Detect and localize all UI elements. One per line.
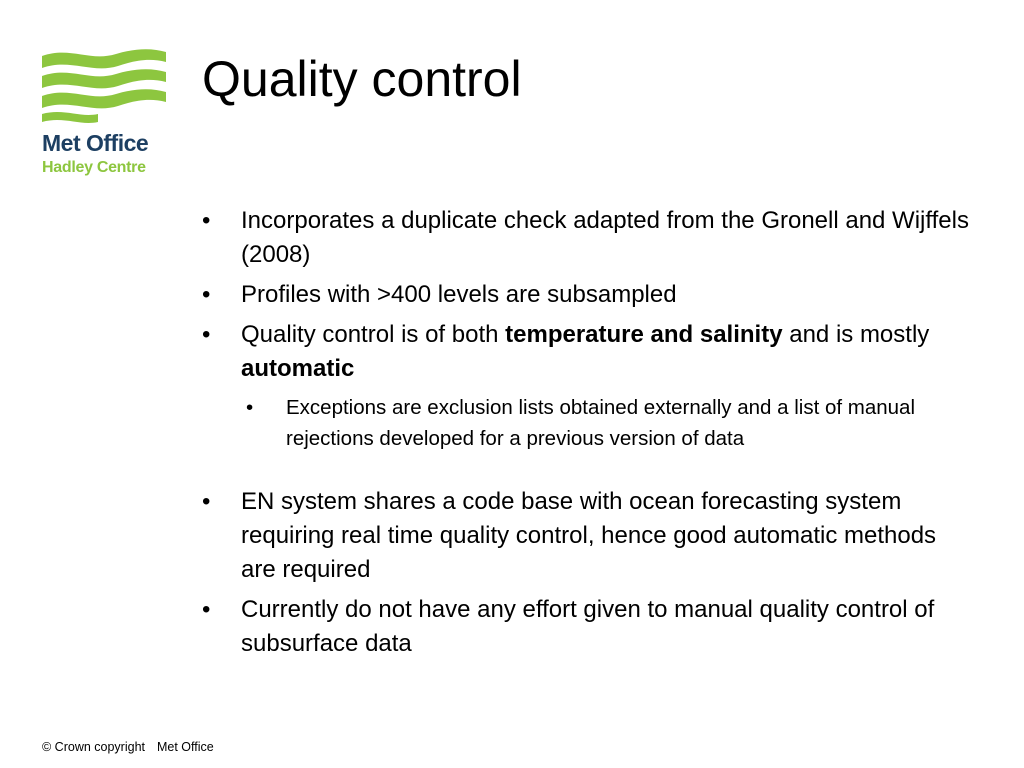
footer	[42, 740, 214, 754]
logo-subtitle: Hadley Centre	[42, 159, 146, 176]
footer-org: Met Office	[157, 740, 214, 754]
footer-copyright: © Crown copyright	[42, 740, 145, 754]
waves-icon	[40, 46, 168, 126]
bullet-text: Currently do not have any effort given to manual quality control of subsurface data	[241, 596, 935, 657]
bullet-text-bold: temperature and salinity	[505, 321, 783, 348]
bullet-item	[200, 278, 970, 312]
bullet-item	[200, 485, 970, 587]
bullet-item	[200, 593, 970, 661]
bullet-text: EN system shares a code base with ocean forecasting system requiring real time quality control, hence good automatic methods are required	[241, 488, 937, 583]
bullet-marker: •	[202, 207, 211, 234]
logo-name: Met Office	[42, 130, 149, 156]
bullet-marker: •	[202, 321, 211, 348]
bullet-marker: •	[202, 596, 211, 623]
bullet-text-bold: automatic	[241, 355, 355, 382]
bullet-text: Profiles with >400 levels are subsampled	[241, 281, 677, 308]
bullet-item	[200, 204, 970, 272]
bullet-marker: •	[246, 396, 254, 419]
bullet-marker: •	[202, 281, 211, 308]
bullet-text: Incorporates a duplicate check adapted from the Gronell and Wijffels (2008)	[241, 207, 969, 268]
slide-title: Quality control	[202, 51, 522, 107]
bullet-list	[200, 204, 970, 667]
bullet-text: and is mostly	[782, 321, 930, 348]
met-office-logo	[40, 46, 172, 186]
sub-bullet-item	[244, 392, 970, 454]
bullet-text: Quality control is of both	[241, 321, 506, 348]
bullet-marker: •	[202, 488, 211, 515]
spacer	[200, 454, 970, 485]
bullet-item	[200, 318, 970, 386]
bullet-text: Exceptions are exclusion lists obtained externally and a list of manual rejections developed for a previous version of data	[286, 396, 916, 450]
